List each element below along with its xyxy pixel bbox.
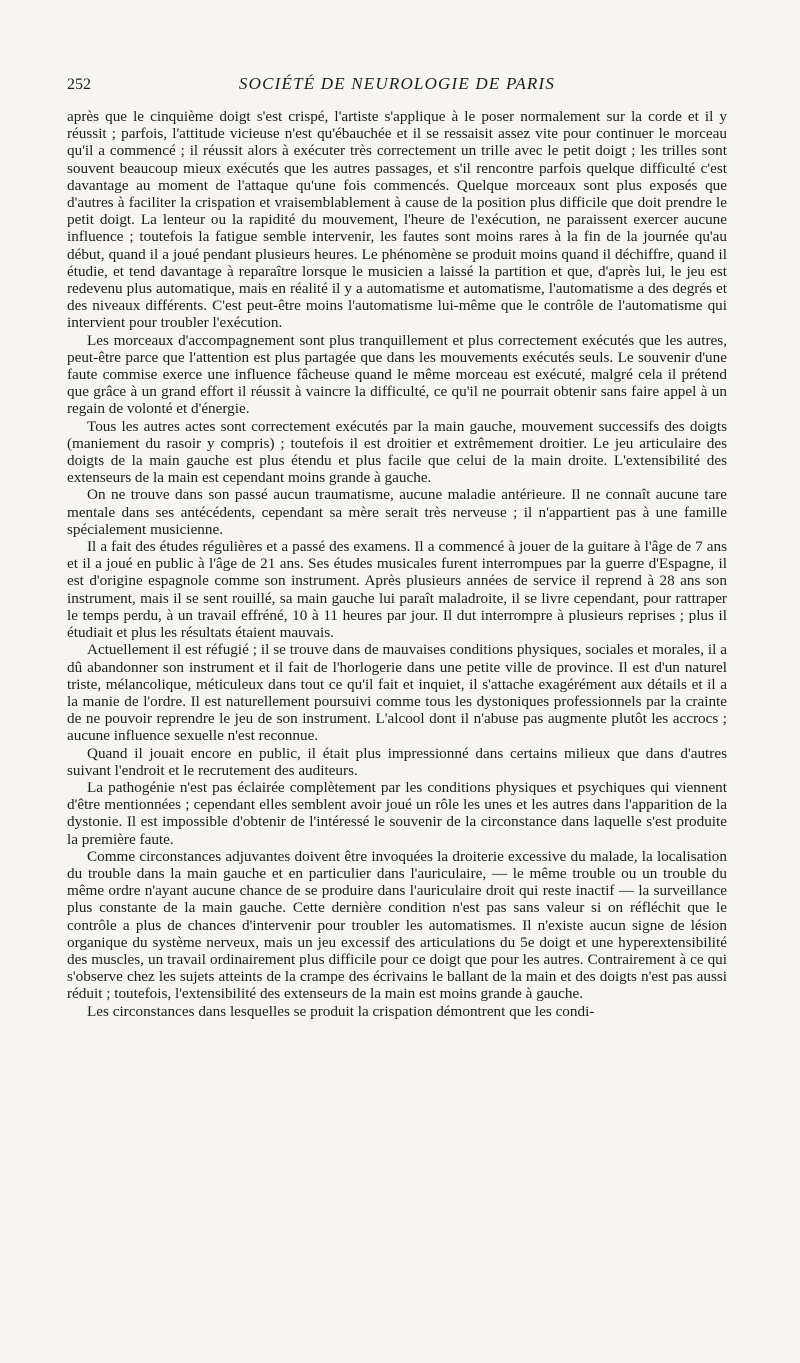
paragraph: Il a fait des études régulières et a passé des examens. Il a commencé à jouer de la guitare à l'âge de 7 ans et il a joué en public à l'âge de 21 ans. Ses études musicales furent interrompues par la guerre d'Espagne, il est d'origine espagnole comme son instrument. Après plusieurs années de service il reprend à 28 ans son instrument, mais il se sent rouillé, sa main gauche lui paraît maladroite, il se livre cependant, pour rattraper le temps perdu, à un travail effréné, 10 à 11 heures par jour. Il dut interrompre à plusieurs reprises ; plus il étudiait et plus les résultats étaient mauvais. (67, 538, 727, 642)
paragraph: Tous les autres actes sont correctement exécutés par la main gauche, mouvement successifs des doigts (maniement du rasoir y compris) ; toutefois il est droitier et extrêmement droitier. Le jeu articulaire des doigts de la main gauche est plus étendu et plus facile que celui de la main droite. L'extensibilité des extenseurs de la main est cependant moins grande à gauche. (67, 417, 727, 487)
page (67, 74, 727, 1020)
paragraph: La pathogénie n'est pas éclairée complètement par les conditions physiques et psychiques qui viennent d'être mentionnées ; cependant elles semblent avoir joué un rôle les unes et les autres dans l'apparition de la dystonie. Il est impossible d'obtenir de l'intéressé le souvenir de la circonstance dans laquelle s'est produite la première faute. (67, 778, 727, 848)
body-text (67, 108, 727, 1020)
running-head (67, 74, 727, 102)
paragraph: Quand il jouait encore en public, il était plus impressionné dans certains milieux que dans d'autres suivant l'endroit et le recrutement des auditeurs. (67, 744, 727, 779)
paragraph: Comme circonstances adjuvantes doivent être invoquées la droiterie excessive du malade, la localisation du trouble dans la main gauche et en particulier dans l'auriculaire, — le même trouble ou un trouble du même ordre n'ayant aucune chance de se produire dans l'auriculaire droit qui reste inactif — la surveillance plus constante de la main gauche. Cette dernière condition n'est pas sans valeur si on réfléchit que le contrôle a plus de chances d'intervenir pour troubler les automatismes. Il n'existe aucun signe de lésion organique du système nerveux, mais un jeu excessif des articulations du 5e doigt et une hyperextensibilité des muscles, un travail ordinairement plus difficile pour ce doigt que pour les autres. Contrairement à ce qui s'observe chez les sujets atteints de la crampe des écrivains le ballant de la main et des doigts n'est pas aussi réduit ; toutefois, l'extensibilité des extenseurs de la main est moins grande à gauche. (67, 847, 727, 1003)
paragraph: après que le cinquième doigt s'est crispé, l'artiste s'applique à le poser normalement sur la corde et il y réussit ; parfois, l'attitude vicieuse n'est qu'ébauchée et il se ressaisit assez vite pour continuer le morceau qu'il a commencé ; il réussit alors à exécuter très correctement un trille avec le petit doigt ; les trilles sont souvent beaucoup mieux exécutés que les autres passages, et s'il rencontre parfois quelque difficulté c'est davantage au moment de l'attaque qu'une fois commencés. Quelque morceaux sont plus exposés que d'autres à faciliter la crispation et vraisemblablement à cause de la position plus difficile que doit prendre le petit doigt. La lenteur ou la rapidité du mouvement, l'heure de l'exécution, ne paraissent exercer aucune influence ; toutefois la fatigue semble intervenir, les fautes sont moins rares à la fin de la journée qu'au début, quand il a joué pendant plusieurs heures. Le phénomène se produit moins quand il déchiffre, quand il étudie, et tend davantage à reparaître lorsque le musicien a laissé la partition et que, d'après lui, le jeu est redevenu plus automatique, mais en réalité il y a automatisme et automatisme, l'automatisme a des degrés et des niveaux différents. C'est peut-être moins l'automatisme lui-même que le contrôle de l'automatisme qui intervient pour troubler l'exécution. (67, 108, 727, 332)
paragraph: Actuellement il est réfugié ; il se trouve dans de mauvaises conditions physiques, sociales et morales, il a dû abandonner son instrument et il fait de l'horlogerie dans une petite ville de province. Il est d'un naturel triste, mélancolique, méticuleux dans tout ce qu'il fait et inquiet, il s'attache exagérément aux détails et il a la manie de l'ordre. Il est naturellement poursuivi comme tous les dystoniques professionnels par la crainte de ne pouvoir reprendre le jeu de son instrument. L'alcool dont il n'abuse pas augmente plutôt les accrocs ; aucune influence sexuelle n'est reconnue. (67, 641, 727, 745)
journal-title: SOCIÉTÉ DE NEUROLOGIE DE PARIS (238, 74, 556, 93)
paragraph: Les morceaux d'accompagnement sont plus tranquillement et plus correctement exécutés que les autres, peut-être parce que l'attention est plus partagée que dans les mouvements exécutés seuls. Le souvenir d'une faute commise exerce une influence fâcheuse quand le même morceau est exécuté, malgré cela il prétend que grâce à un grand effort il réussit à vaincre la difficulté, ce qu'il ne pourrait obtenir sans faire appel à un regain de volonté et d'énergie. (67, 331, 727, 418)
paragraph: Les circonstances dans lesquelles se produit la crispation démontrent que les condi- (87, 1002, 595, 1020)
paragraph: On ne trouve dans son passé aucun traumatisme, aucune maladie antérieure. Il ne connaît aucune tare mentale dans ses antécédents, cependant sa mère serait très nerveuse ; il n'appartient pas à une famille spécialement musicienne. (67, 486, 727, 538)
page-number: 252 (67, 76, 91, 93)
